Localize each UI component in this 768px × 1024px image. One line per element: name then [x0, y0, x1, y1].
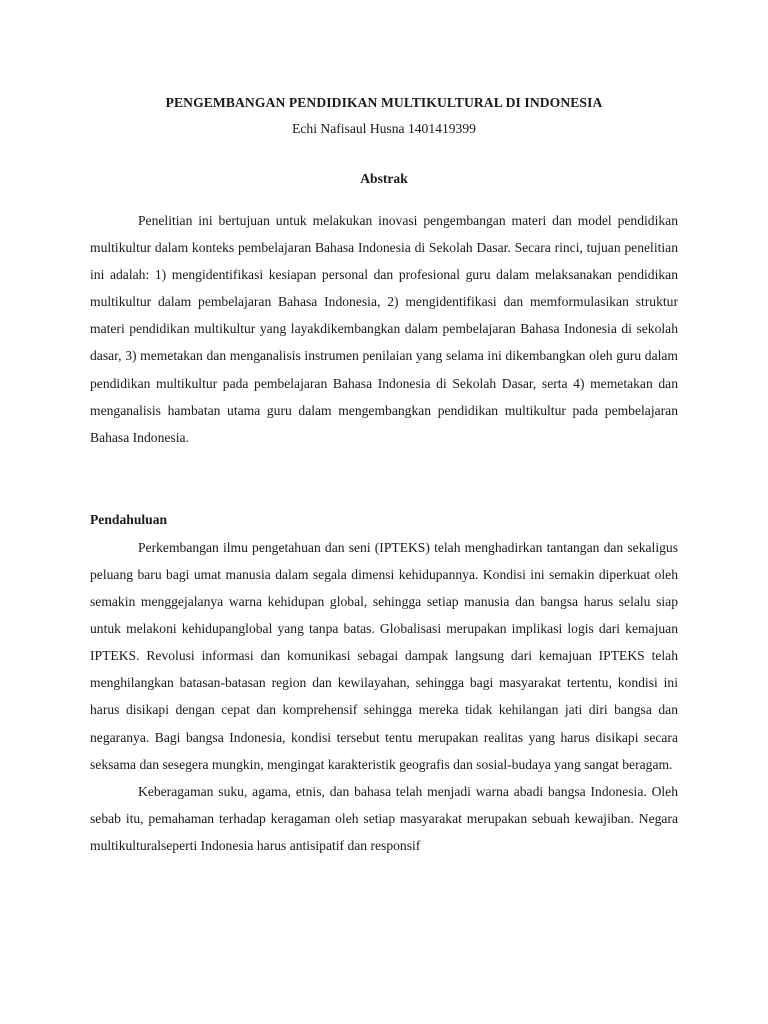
abstract-heading: Abstrak: [360, 171, 408, 186]
abstract-paragraph: Penelitian ini bertujuan untuk melakukan inovasi pengembangan materi dan model pendidikan multikultur dalam konteks pembelajaran Bahasa Indonesia di Sekolah Dasar. Secara rinci, tujuan penelitian ini adalah: 1) mengidentifikasi kesiapan personal dan profesional guru dalam melaksanakan pendidikan multikultur dalam pembelajaran Bahasa Indonesia, 2) mengidentifikasi dan memformulasikan struktur materi pendidikan multikultur yang layakdikembangkan dalam pembelajaran Bahasa Indonesia di sekolah dasar, 3) memetakan dan menganalisis instrumen penilaian yang selama ini dikembangkan oleh guru dalam pendidikan multikultur pada pembelajaran Bahasa Indonesia di Sekolah Dasar, serta 4) memetakan dan menganalisis hambatan utama guru dalam mengembangkan pendidikan multikultur pada pembelajaran Bahasa Indonesia.: [90, 213, 678, 445]
document-title: PENGEMBANGAN PENDIDIKAN MULTIKULTURAL DI INDONESIA: [165, 95, 603, 110]
section-heading-introduction: Pendahuluan: [90, 511, 168, 527]
intro-paragraph-2: Keberagaman suku, agama, etnis, dan bahasa telah menjadi warna abadi bangsa Indonesia. Oleh sebab itu, pemahaman terhadap keragaman oleh setiap masyarakat merupakan sebuah kewajiban. Negara multikulturalseperti Indonesia harus antisipatif dan responsif: [90, 783, 678, 853]
author-line: Echi Nafisaul Husna 1401419399: [292, 121, 476, 136]
intro-paragraph-1: Perkembangan ilmu pengetahuan dan seni (IPTEKS) telah menghadirkan tantangan dan sekaligus peluang baru bagi umat manusia dalam segala dimensi kehidupannya. Kondisi ini semakin diperkuat oleh semakin menggejalanya warna kehidupan global, sehingga setiap manusia dan bangsa harus selalu siap untuk melakoni kehidupanglobal yang tanpa batas. Globalisasi merupakan implikasi logis dari kemajuan IPTEKS. Revolusi informasi dan komunikasi sebagai dampak langsung dari kemajuan IPTEKS telah menghilangkan batasan-batasan region dan kewilayahan, sehingga bagi masyarakat tertentu, kondisi ini harus disikapi dengan cepat dan komprehensif sehingga mereka tidak kehilangan jati diri bangsa dan negaranya. Bagi bangsa Indonesia, kondisi tersebut tentu merupakan realitas yang harus disikapi secara seksama dan sesegera mungkin, mengingat karakteristik geografis dan sosial-budaya yang sangat beragam.: [90, 539, 678, 772]
document-body: [90, 93, 678, 859]
